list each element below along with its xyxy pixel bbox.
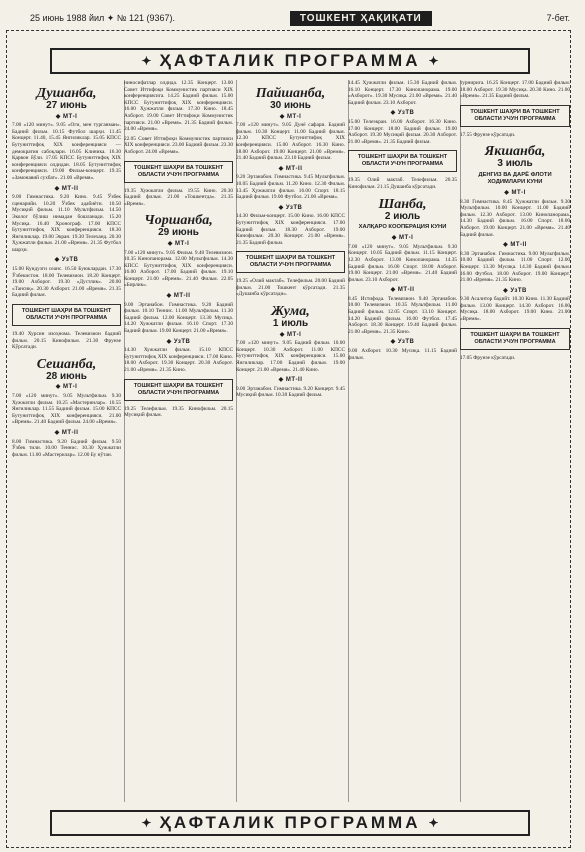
- program-listing: 15.00 Кундузги сеанс. 16.50 Буюклардан. 17.30 Ўзбекистон. 18.00 Телевизион. 18.20 Концерт. 19.00 Ахборот. 19.30 «Дустлик». 20.00 «Тансиқ». 20.30 Ахборот. 21.00 «Время». 21.35 Бадиий фильм.: [12, 266, 121, 299]
- channel-heading: ◆ УзТВ: [278, 204, 303, 211]
- program-listing: 8.30 Гимнастика. 8.45 Ҳужжатли фильм. 9.30 Мультфильм. 10.00 Концерт. 11.00 Бадиий фильм. 12.30 Ахборот. 13.00 Кинопанорама. 14.30 Бадиий фильм. 16.00 Спорт. 18.00 Ахборот. 19.00 Концерт. 21.00 «Время». 21.40 Бадиий фильм.: [460, 198, 570, 238]
- day-heading: Шанба,: [378, 196, 427, 212]
- regional-program-box: ТОШКЕНТ ШАҲРИ ВА ТОШКЕНТ ОБЛАСТИ УЧУН ПРОГРАММА: [348, 150, 457, 172]
- regional-program-box: ТОШКЕНТ ШАҲРИ ВА ТОШКЕНТ ОБЛАСТИ УЧУН ПРОГРАММА: [460, 328, 570, 350]
- program-listing: 9.20 Эртанабон. Гимнастика. 9.45 Мультфильм. 10.05 Бадиий фильм. 11.20 Кино. 12.30 Фильм. 13.45 Ҳужжатли фильм. 16.00 Спорт. 18.15 Бадиий фильм. 19.00 Футбол. 21.00 «Время».: [236, 174, 345, 201]
- program-listing: 9.00 Гимнастика. 9.20 Кино. 9.45 Ўзбек сценарийи. 10.20 Ўзбек адабиёти. 10.50 Мусиқий фильм. 11.10 Мультфильм. 14.50 Эколог бўлиш нимадан бошланади. 15.20 Мусиқа. 16.40 Хронограф. 17.00 КПСС Бутуниттифоқ ХIХ конференцияси. 18.30 Янгиликлар. 19.00 Экран. 19.30 Телеханд. 20.30 Ҳужжатли фильм. 21.00 «Время». 21.35 Футбол шарҳи.: [12, 194, 121, 253]
- program-listing: 8.45 Истифода. Телевизион. 9.40 Эртанабон. 10.00 Телевизион. 10.35 Мультфильм. 11.00 Бадиий фильм. 12.05 Спорт. 13.10 Концерт. 14.20 Бадиий фильм. 16.00 Футбол. 17.45 Ахборот. 18.30 Концерт. 19.40 Бадиий фильм. 21.00 «Время». 21.35 Кино.: [348, 295, 457, 335]
- program-listing: 8.30 Эртанабон. Гимнастика. 9.00 Мультфильм. 10.00 Бадиий фильм. 11.00 Спорт. 12.00 Концерт. 13.30 Мусиқа. 14.30 Бадиий фильм. 16.00 Футбол. 18.00 Ахборот. 19.00 Концерт. 21.00 «Время». 21.35 Кино.: [460, 250, 570, 284]
- banner-title: ҲАФТАЛИК ПРОГРАММА: [159, 51, 421, 70]
- schedule-column: [348, 80, 461, 802]
- program-listing: 9.30 Асалитор бадийт. 10.30 Кино. 11.30 Бадиий фильм. 13.00 Концерт. 14.30 Ахборот. 16.00 Мусиқа. 18.00 Ахборот. 19.00 Кино. 21.00 «Время».: [460, 296, 570, 323]
- newspaper-title: ТОШКЕНТ ҲАҚИҚАТИ: [290, 11, 432, 26]
- program-listing: 19.35 Олий мактаб. Телефильм. 20.35 Кинофильм. 21.15 Душанба кўрсатади.: [348, 177, 457, 190]
- channel-heading: ◆ УзТВ: [54, 257, 79, 264]
- program-listing: 7.00 «120 минут». 9.05 Мультфильм. 9.30 Концерт. 10.05 Бадиий фильм. 11.15 Концерт. 12.30 Ахборот. 13.00 Кинопанорама. 14.35 Бадиий фильм. 16.00 Спорт. 18.00 Ахборот. 19.00 Концерт. 21.00 «Время». 21.40 Бадиий фильм. 23.10 Ахборот.: [348, 243, 457, 283]
- date-heading: 30 июнь: [270, 100, 311, 111]
- weekly-program-banner-bottom: [50, 810, 530, 836]
- channel-heading: ◆ УзТВ: [390, 339, 415, 346]
- day-heading: Жума,: [271, 304, 310, 320]
- weekly-program-banner: [50, 48, 530, 74]
- program-listing: 17.55 Фрунзе кўрсатади.: [460, 131, 516, 138]
- program-listing: 19.35 Хужжатли фильм. 19.55 Кино. 20.30 Бадиий фильм. 21.00 «Тошкентда». 21.35 «Время».: [124, 187, 233, 207]
- program-listing: 14.30 Фильм-концерт. 15.00 Кино. 16.00 КПСС Бутуниттифоқ ХIХ конференцияси. 17.00 Бадиий фильм. 18.30 Ахборот. 19.00 Кинофильм. 20.30 Концерт. 21.00 «Время». 21.35 Бадиий фильм.: [236, 213, 345, 246]
- channel-heading: ◆ МТ-I: [391, 235, 414, 242]
- holiday-heading: ДЕНГИЗ ВА ДАРЁ ФЛОТИ ХОДИМЛАРИ КУНИ: [478, 171, 552, 185]
- program-listing: 19.25 «Олий мактаб». Телефильм. 20.00 Бадиий фильм. 21.00 Тошкент кўрсатади. 21.35 «Душанба кўрсатади».: [236, 278, 345, 298]
- star-icon: ✦: [428, 816, 439, 830]
- channel-heading: ◆ МТ-II: [278, 165, 303, 172]
- program-listing: 7.00 «120 минут». 9.05 Мультфильм. 9.30 Хужжатли фильм. 10.25 «Мастеринлар». 10.55 Янгиликлар. 11.55 Бадиий фильм. 15.00 КПСС Бутуниттифоқ ХIХ конференцияси. 21.00 «Время». 21.40 Бадиий фильм. 24.00 «Время».: [12, 393, 121, 426]
- program-listing: 14.30 Хужжатли фильм. 15.10 КПСС Бутуниттифоқ ХIХ конференцияси. 17.00 Кино. 18.00 Ахборот. 19.30 Концерт. 20.30 Ахборот. 21.00 «Время». 21.35 Кино.: [124, 347, 233, 373]
- program-listing: 7.00 «120 минут». 9.05 Дунё сафари. Бадиий фильм. 10.30 Концерт. 11.00 Бадиий фильм. 12.30 КПСС Бутуниттифоқ ХIХ конференцияси. 15.00 Ахборот. 16.30 Кино. 18.00 Ахборот. 19.00 Концерт. 21.00 «Время». 21.40 Бадиий фильм. 23.10 Бадиий фильм.: [236, 122, 345, 162]
- program-listing: 7.00 «120 минут». 9.05 Бадиий фильм. 10.00 Концерт. 10.30 Ахборот. 11.00 КПСС Бутуниттифоқ ХIХ конференцияси. 15.00 Янгиликлар. 17.00 Бадиий фильм. 19.00 Концерт. 21.00 «Время». 21.40 Кино.: [236, 340, 345, 373]
- schedule-column: [460, 80, 573, 802]
- date-heading: 28 июнь: [46, 370, 87, 382]
- channel-heading: ◆ МТ-II: [390, 287, 415, 294]
- holiday-heading: ХАЛҚАРО КООПЕРАЦИЯ КУНИ: [358, 224, 447, 231]
- channel-heading: ◆ МТ-I: [279, 113, 302, 120]
- channel-heading: ◆ УзТВ: [166, 338, 191, 345]
- date-heading: 27 июнь: [46, 100, 87, 111]
- program-listing: 14.45 Ҳужжатли фильм. 15.30 Бадиий фильм. 16.10 Концерт. 17.30 Кинопанорама. 19.00 «Ахборот». 19.30 Мусиқа. 21.00 «Время». 21.40 Бадиий фильм. 23.10 Ахборот.: [348, 80, 457, 106]
- star-icon: ✦: [141, 54, 152, 68]
- channel-heading: ◆ МТ-I: [167, 240, 190, 247]
- banner-bottom-title: ҲАФТАЛИК ПРОГРАММА: [159, 813, 421, 832]
- channel-heading: ◆ МТ-II: [54, 185, 79, 192]
- day-heading: Сешанба,: [36, 356, 97, 372]
- program-listing: 17.05 Фрунзе кўрсатади.: [460, 354, 516, 361]
- channel-heading: ◆ МТ-II: [278, 377, 303, 384]
- day-heading: Душанба,: [36, 86, 97, 101]
- day-heading: Пайшанба,: [255, 86, 326, 101]
- masthead: [30, 8, 570, 28]
- program-listing: 19.40 Хурсин изоҳнома. Телевизион бадиий фильм. 20.15 Кинофильм. 21.30 Фрунзе Кўрсатади.: [12, 331, 121, 351]
- day-heading: Чоршанба,: [144, 213, 213, 229]
- program-listing: ниносифатлар олдида. 12.35 Концерт. 13.00 Совет Иттифоқи Коммунистик партияси ХIХ конференциясига. 14.25 Бадиий фильм. 15.00 КПСС Бутуниттифоқ ХIХ конференцияси. 16.00 Ҳужжатли фильм. 17.30 Кино. 18.45 Ахборот. 19.00 Совет Иттифоқи Коммунистик партияси. 21.00 «Время». 21.35 Бадиий фильм. 24.00 «Время».: [124, 80, 233, 133]
- channel-heading: ◆ УзТВ: [503, 287, 527, 294]
- program-listing: 9.00 Эртанабон. Гимнастика. 9.20 Концерт. 9.45 Мусиқий фильм. 10.30 Бадиий фильм.: [236, 385, 345, 399]
- regional-program-box: ТОШКЕНТ ШАҲРИ ВА ТОШКЕНТ ОБЛАСТИ УЧУН ПРОГРАММА: [460, 105, 570, 127]
- channel-heading: ◆ МТ-I: [55, 384, 78, 391]
- channel-heading: ◆ МТ-II: [54, 429, 79, 436]
- program-listing: 9.00 Эртанабон. Гимнастика. 9.20 Бадиий фильм. 10.10 Теннис. 11.00 Мультфильм. 11.30 Бадиий фильм. 12.00 Концерт. 13.30 Мусиқа. 14.20 Хужжатли фильм. 16.10 Спорт. 17.30 Бадиий фильм. 19.00 Концерт. 21.00 «Время».: [124, 301, 233, 335]
- channel-heading: ◆ МТ-II: [166, 293, 191, 300]
- program-listing: 9.00 Ахборот. 10.30 Мусиқа. 11.15 Бадиий фильм.: [348, 348, 457, 361]
- page-number: 7-бет.: [546, 13, 570, 23]
- channel-heading: ◆ УзТВ: [390, 110, 415, 117]
- date-heading: 29 июнь: [158, 227, 199, 239]
- channel-heading: ◆ МТ-I: [504, 189, 526, 196]
- schedule-column: [236, 80, 349, 802]
- schedule-column: [12, 80, 125, 802]
- issue-date: 25 июнь 1988 йил ✦ № 121 (9367).: [30, 12, 176, 23]
- program-listing: 15.00 Телеэкран. 16.00 Ахборот. 16.30 Кино. 17.00 Концерт. 18.00 Бадиий фильм. 19.00 Ахборот. 19.30 Мусиқий фильм. 20.30 Ахборот. 21.00 «Время». 21.35 Бадиий фильм.: [348, 118, 457, 145]
- program-listing: 7.00 «120 минут». 9.05 Фильм. 9.40 Телевизион. 10.35 Кинопанорама. 12.00 Мультфильм. 14.30 КПСС Бутуниттифоқ ХIХ конференцияси. 16.00 Ахборот. 17.00 Бадиий фильм. 19.10 Концерт. 21.00 «Время». 21.40 Фильм. 22.05 «Бирлик».: [124, 249, 233, 289]
- channel-heading: ◆ МТ-II: [503, 242, 527, 249]
- channel-heading: ◆ МТ-I: [279, 331, 302, 338]
- date-heading: 1 июль: [272, 318, 309, 330]
- regional-program-box: ТОШКЕНТ ШАҲРИ ВА ТОШКЕНТ ОБЛАСТИ УЧУН ПРОГРАММА: [124, 161, 233, 183]
- program-listing: 19.25 Телефильм. 19.35 Кинофильм. 20.15 Мусиқий фильм.: [124, 405, 233, 419]
- regional-program-box: ТОШКЕНТ ШАҲРИ ВА ТОШКЕНТ ОБЛАСТИ УЧУН ПРОГРАММА: [124, 379, 233, 401]
- regional-program-box: ТОШКЕНТ ШАҲРИ ВА ТОШКЕНТ ОБЛАСТИ УЧУН ПРОГРАММА: [12, 304, 121, 326]
- program-listing: 22.05 Совет Иттифоқи Коммунистик партияси ХIХ конференцияси. 23.00 Бадиий фильм. 23.30 Ахборот. 24.00 «Время».: [124, 135, 233, 155]
- program-listing: турнирига. 16.25 Концерт. 17.00 Бадиий фильм. 18.00 Ахборот. 19.30 Мусиқа. 20.30 Кино. 21.00 «Время». 21.35 Бадиий фильм.: [460, 80, 570, 100]
- program-listing: 8.00 Гимнастика. 9.20 Бадиий фильм. 9.50 Ўзбек тили. 10.00 Теннис. 10.30 Ҳужжатли фильм. 11.00 «Мастерилар». 12.00 Бу нўтан.: [12, 438, 121, 458]
- star-icon: ✦: [141, 816, 152, 830]
- regional-program-box: ТОШКЕНТ ШАҲРИ ВА ТОШКЕНТ ОБЛАСТИ УЧУН ПРОГРАММА: [236, 251, 345, 273]
- star-icon: ✦: [428, 54, 439, 68]
- program-listing: 7.00 «120 минут». 9.05 «Оги, мен турганман». Бадиий фильм. 10.15 Футбол шарҳи. 11.45 Концерт. 11.40, 15.45 Янгиликлар. 15.05 КПСС Бутуниттифоқ ХIХ конференцияси — демократия сабоқлари. 16.05 Клиника. 16.30 Қарвон йўли. 17.05 КПСС Бутуниттифоқ ХIХ конференцияси олдидан. 18.05 Бутуниттифоқ конференцияси. 19.00 Фильм-концерт. 19.35 «Замонавий сухбат». 21.00 «Время».: [12, 122, 121, 181]
- date-heading: 2 июль: [384, 210, 421, 222]
- schedule-column: [124, 80, 237, 802]
- day-heading: Якшанба,: [484, 144, 546, 160]
- channel-heading: ◆ МТ-I: [55, 113, 78, 120]
- date-heading: 3 июль: [497, 158, 533, 170]
